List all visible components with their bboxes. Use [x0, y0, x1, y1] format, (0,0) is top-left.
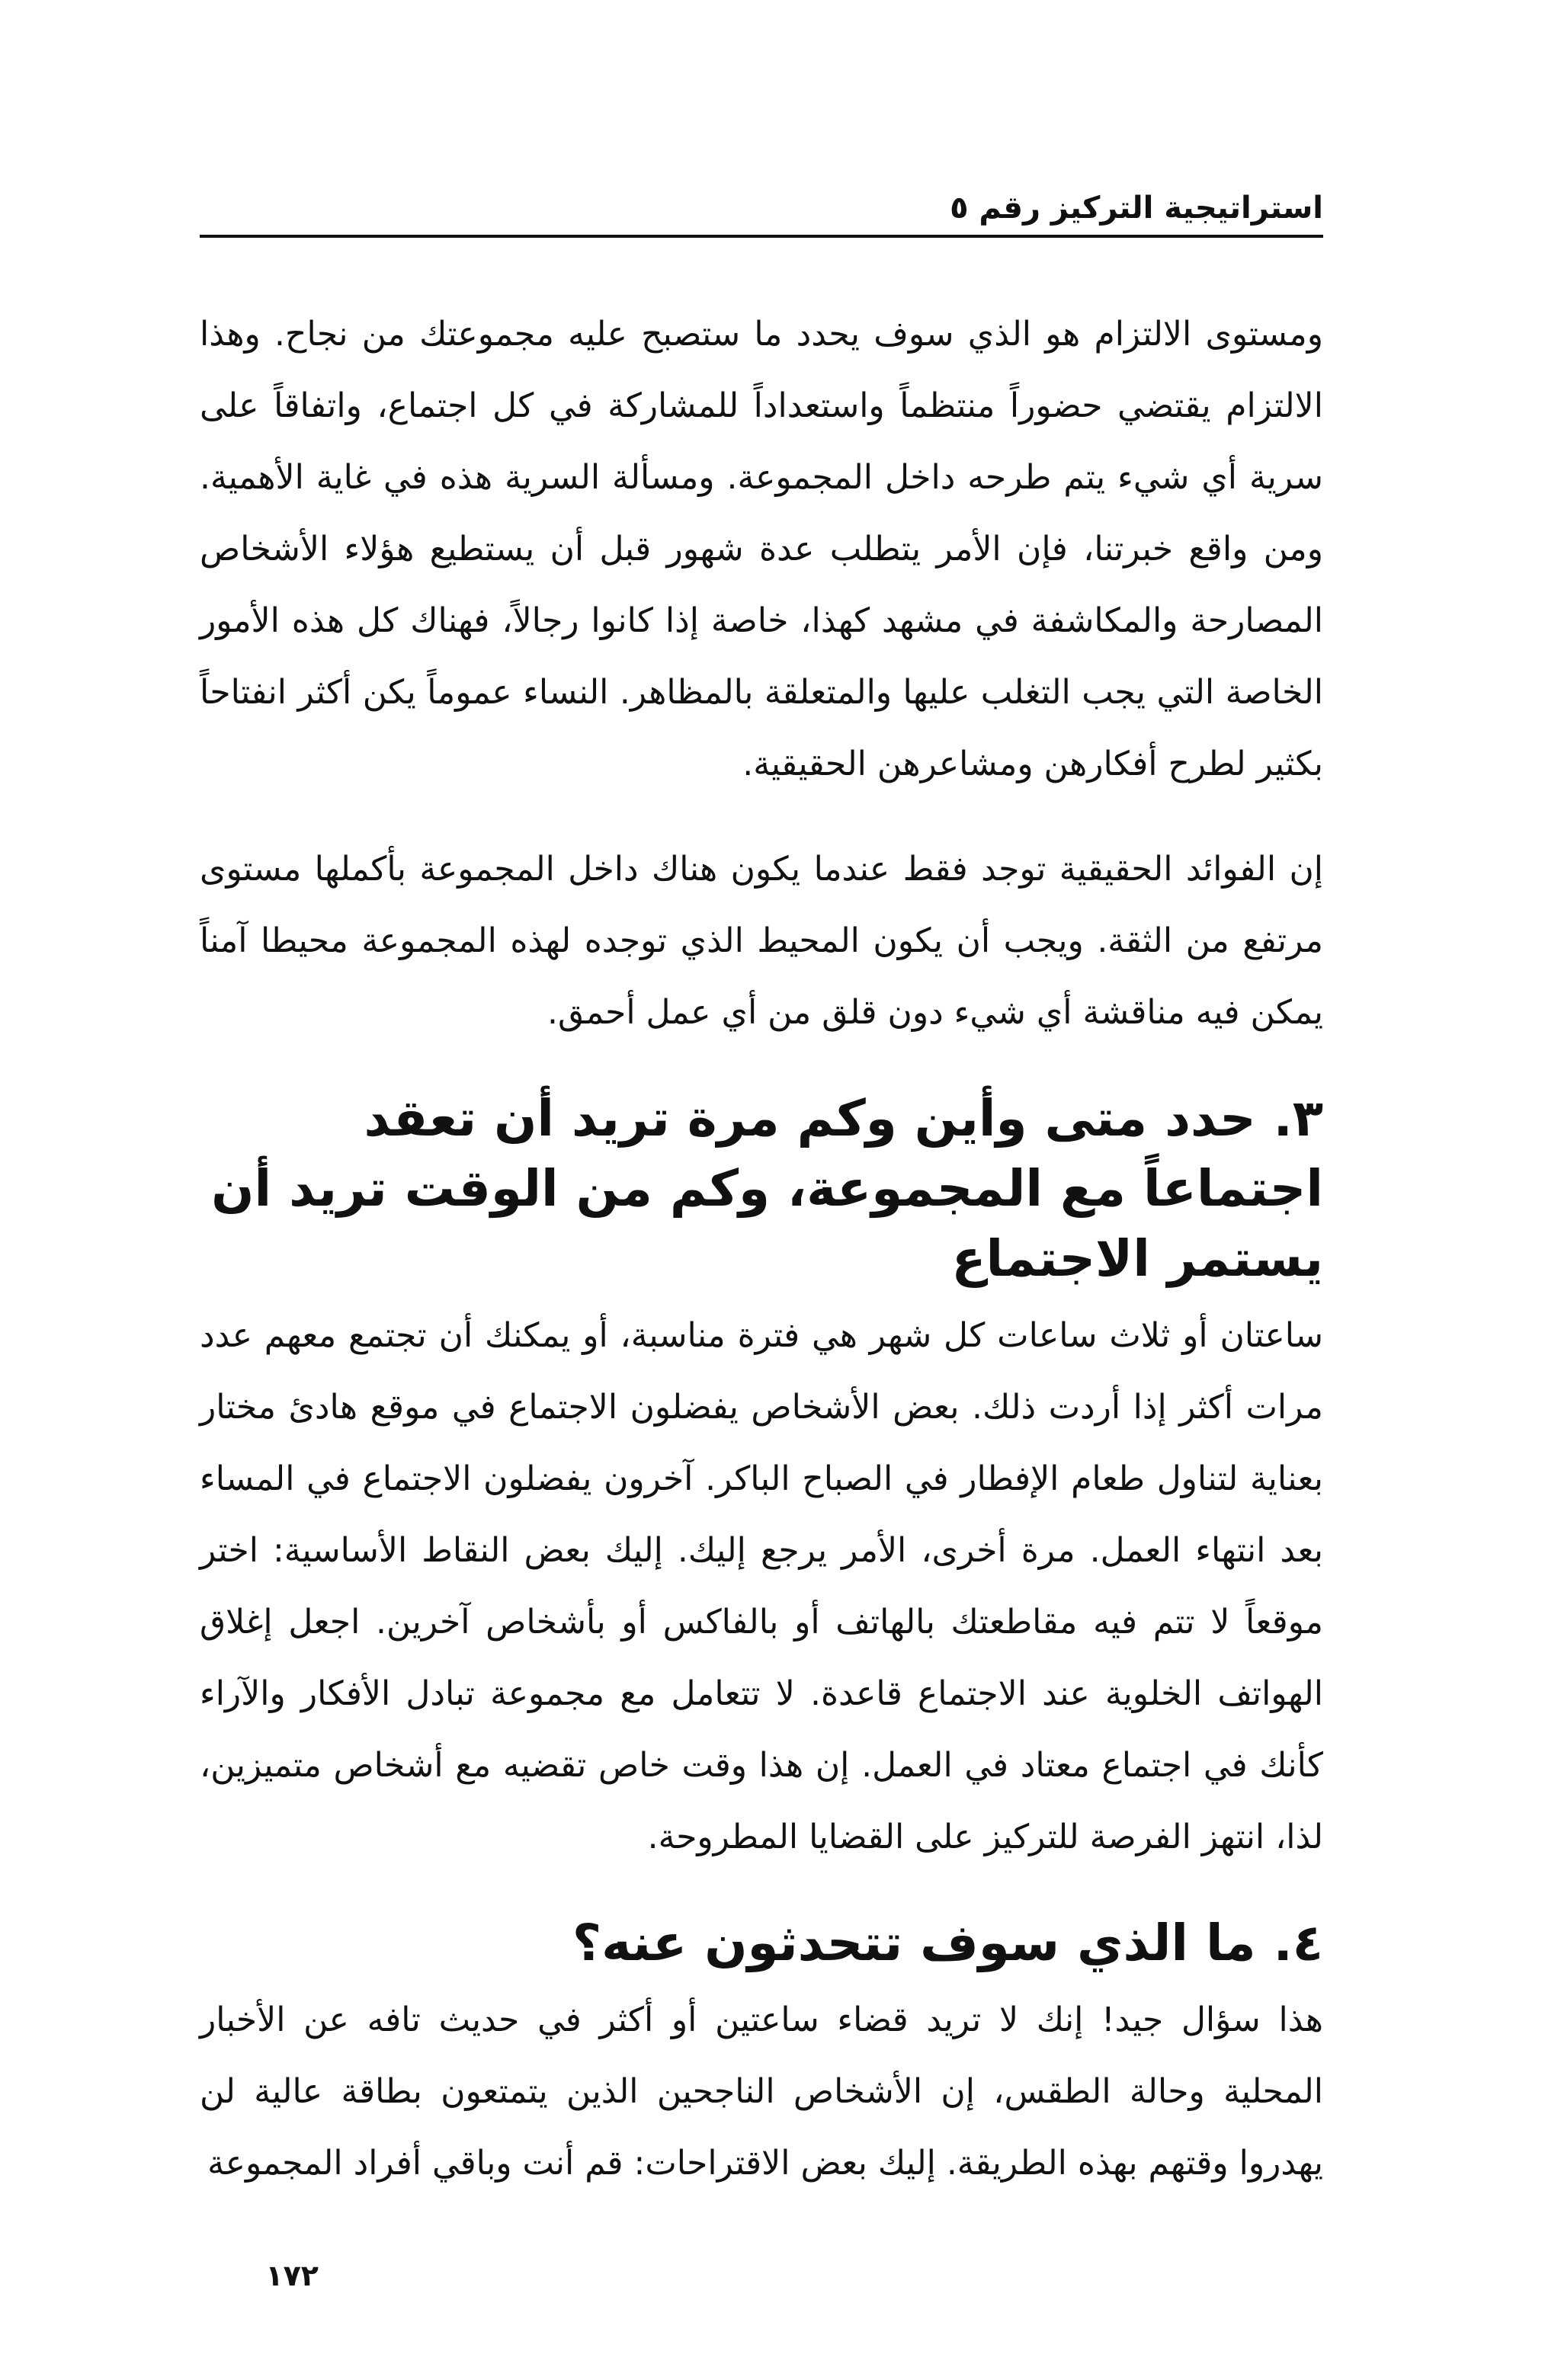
page-number: ١٧٢ [265, 2259, 319, 2292]
section-4-heading: ٤. ما الذي سوف تتحدثون عنه؟ [572, 1914, 1323, 1972]
paragraph-commitment: ومستوى الالتزام هو الذي سوف يحدد ما ستصبح عليه مجموعتك من نجاح. وهذا الالتزام يقتضي حضوراً منتظماً واستعداداً للمشاركة في كل اجتماع، واتفاقاً على سرية أي شيء يتم طرحه داخل المجموعة. ومسألة السرية هذه في غاية الأهمية. ومن واقع خبرتنا، فإن الأمر يتطلب عدة شهور قبل أن يستطيع هؤلاء الأشخاص المصارحة والمكاشفة في مشهد كهذا، خاصة إذا كانوا رجالاً، فهناك كل هذه الأمور الخاصة التي يجب التغلب عليها والمتعلقة بالمظاهر. النساء عموماً يكن أكثر انفتاحاً بكثير لطرح أفكارهن ومشاعرهن الحقيقية. [200, 315, 1323, 783]
running-title: استراتيجية التركيز رقم ٥ [950, 191, 1323, 226]
body-text [200, 299, 1323, 2199]
running-header [200, 181, 1323, 238]
section-3-text: ساعتان أو ثلاث ساعات كل شهر هي فترة مناسبة، أو يمكنك أن تجتمع معهم عدد مرات أكثر إذا أردت ذلك. بعض الأشخاص يفضلون الاجتماع في موقع هادئ مختار بعناية لتناول طعام الإفطار في الصباح الباكر. آخرون يفضلون الاجتماع في المساء بعد انتهاء العمل. مرة أخرى، الأمر يرجع إليك. إليك بعض النقاط الأساسية: اختر موقعاً لا تتم فيه مقاطعتك بالهاتف أو بالفاكس أو بأشخاص آخرين. اجعل إغلاق الهواتف الخلوية عند الاجتماع قاعدة. لا تتعامل مع مجموعة تبادل الأفكار والآراء كأنك في اجتماع معتاد في العمل. إن هذا وقت خاص تقضيه مع أشخاص متميزين، لذا، انتهز الفرصة للتركيز على القضايا المطروحة. [200, 1316, 1323, 1856]
section-3-heading: ٣. حدد متى وأين وكم مرة تريد أن تعقد اجتماعاً مع المجموعة، وكم من الوقت تريد أن يستمر الاجتماع [211, 1089, 1323, 1288]
book-page [200, 0, 1323, 2380]
section-4-text: هذا سؤال جيد! إنك لا تريد قضاء ساعتين أو أكثر في حديث تافه عن الأخبار المحلية وحالة الطقس، إن الأشخاص الناجحين الذين يتمتعون بطاقة عالية لن يهدروا وقتهم بهذه الطريقة. إليك بعض الاقتراحات: قم أنت وباقي أفراد المجموعة [200, 2000, 1323, 2183]
paragraph-trust: إن الفوائد الحقيقية توجد فقط عندما يكون هناك داخل المجموعة بأكملها مستوى مرتفع من الثقة. ويجب أن يكون المحيط الذي توجده لهذه المجموعة محيطا آمناً يمكن فيه مناقشة أي شيء دون قلق من أي عمل أحمق. [200, 850, 1323, 1032]
